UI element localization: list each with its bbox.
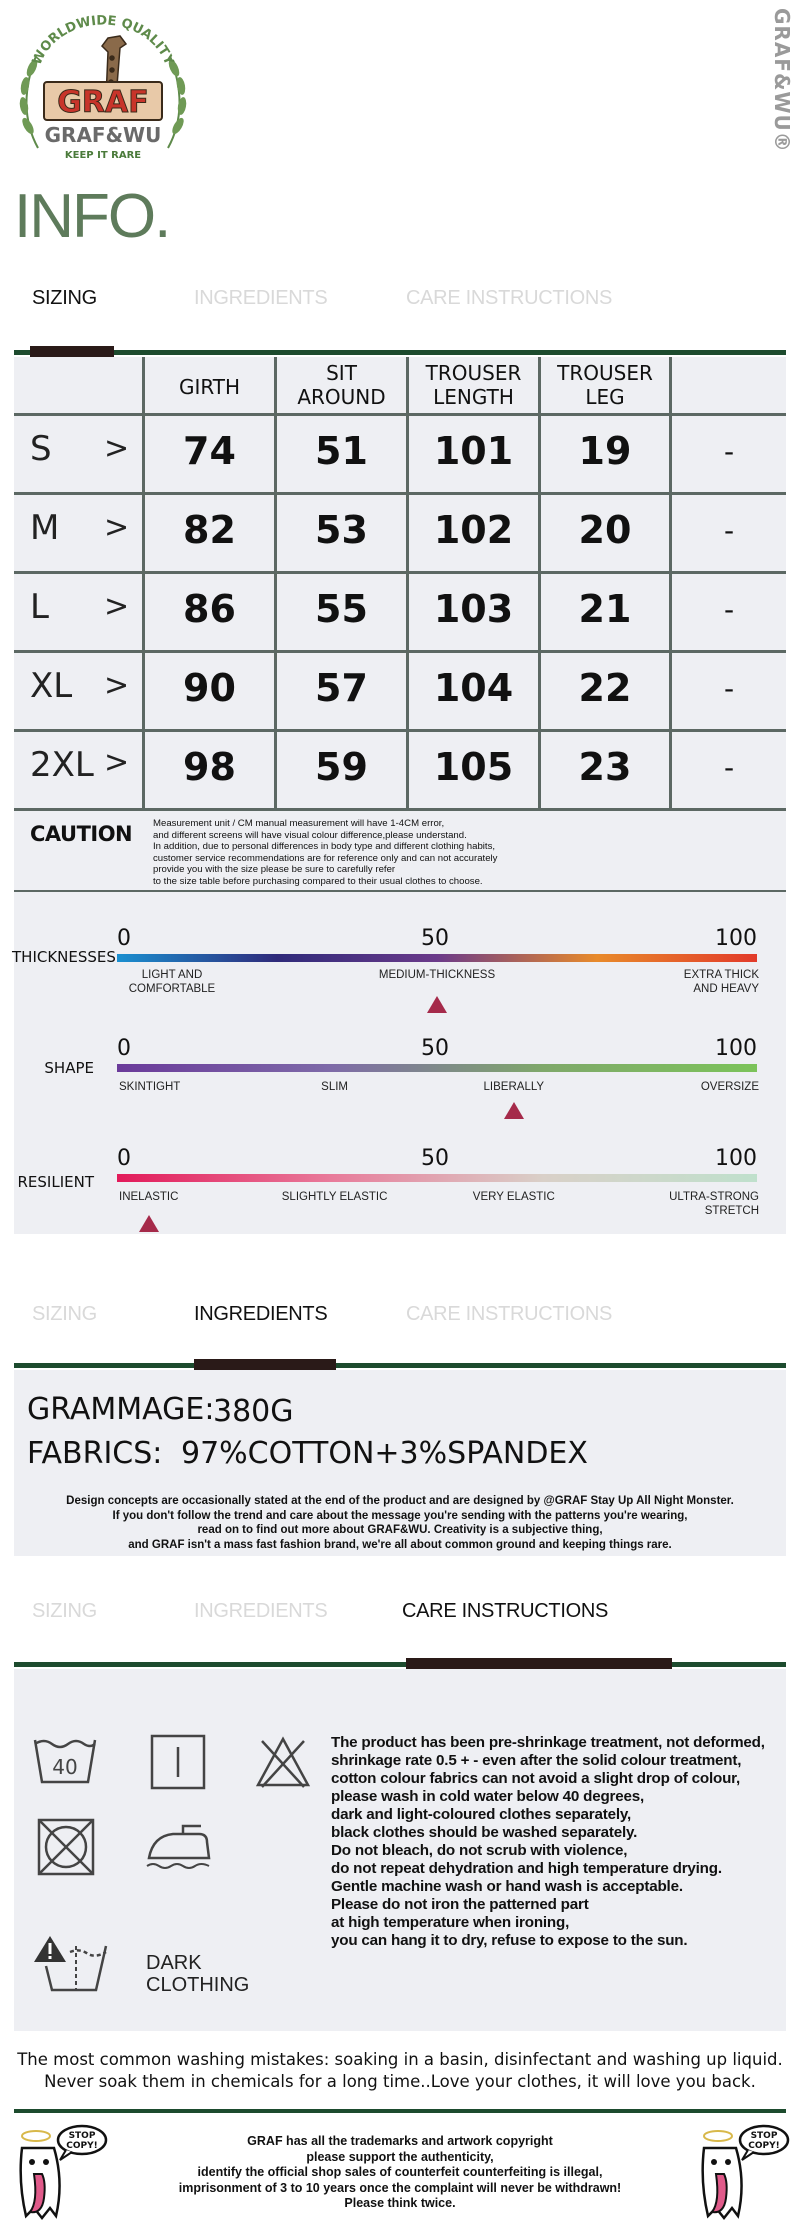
- cell-girth: 82: [183, 508, 236, 552]
- grammage-value: 380G: [213, 1394, 294, 1429]
- tabs-care: [0, 1600, 800, 1640]
- size-label: M: [30, 508, 60, 548]
- scale-bar: [117, 1174, 757, 1182]
- size-arrow: >: [104, 510, 130, 545]
- brand-name: GRAF&WU: [44, 123, 162, 147]
- scale-label: SKINTIGHT: [119, 1081, 181, 1093]
- grammage-label: GRAMMAGE:: [27, 1392, 215, 1427]
- no-bleach-icon: [254, 1735, 312, 1789]
- fabrics-label: FABRICS:: [27, 1436, 163, 1471]
- scale-name-shape: SHAPE: [44, 1059, 94, 1077]
- scale-tick: 0: [117, 926, 131, 951]
- fabrics-value: 97%COTTON+3%SPANDEX: [181, 1436, 588, 1471]
- tab-sizing[interactable]: SIZING: [32, 1303, 97, 1325]
- cell-trouser-leg: 23: [578, 745, 632, 789]
- tab-ingredients[interactable]: INGREDIENTS: [194, 1600, 328, 1622]
- cell-sit-around: 59: [315, 745, 368, 789]
- stop-copy-mascot-right: [690, 2122, 790, 2222]
- size-arrow: >: [104, 431, 130, 466]
- wash-40-icon: [32, 1734, 98, 1786]
- scale-tick: 0: [117, 1036, 131, 1061]
- tab-sizing[interactable]: SIZING: [32, 287, 97, 309]
- caution-title: CAUTION: [30, 822, 133, 846]
- header-trouser-leg: TROUSER LEG: [557, 361, 653, 409]
- cell-girth: 74: [183, 429, 236, 473]
- cell-trouser-length: 101: [433, 429, 514, 473]
- size-arrow: >: [104, 589, 130, 624]
- cell-sit-around: 57: [315, 666, 368, 710]
- wordmark: GRAF: [57, 85, 149, 120]
- svg-text:STOP: STOP: [750, 2131, 778, 2141]
- svg-text:COPY!: COPY!: [748, 2141, 780, 2151]
- scale-bar: [117, 954, 757, 962]
- scale-label: MEDIUM-THICKNESS: [378, 969, 496, 981]
- cell-trouser-length: 104: [433, 666, 514, 710]
- scale-name-resilient: RESILIENT: [17, 1173, 94, 1191]
- scale-label: SLIGHTLY ELASTIC: [281, 1191, 388, 1203]
- footer-rule: [14, 2109, 786, 2113]
- scale-tick: 50: [421, 926, 449, 951]
- cell-girth: 90: [183, 666, 236, 710]
- cell-sit-around: 51: [315, 429, 368, 473]
- scale-marker: [504, 1102, 524, 1119]
- cell-extra: -: [723, 672, 735, 705]
- drip-dry-icon: [149, 1733, 207, 1791]
- tab-care-instructions[interactable]: CARE INSTRUCTIONS: [402, 1600, 609, 1622]
- scale-tick: 0: [117, 1146, 131, 1171]
- scale-label: SLIM: [321, 1081, 349, 1093]
- cell-trouser-leg: 22: [578, 666, 632, 710]
- active-tab-indicator: [194, 1359, 336, 1370]
- tab-care-instructions[interactable]: CARE INSTRUCTIONS: [406, 287, 613, 309]
- tab-care-instructions[interactable]: CARE INSTRUCTIONS: [406, 1303, 613, 1325]
- section-rule: [14, 350, 786, 355]
- scale-label: INELASTIC: [119, 1191, 179, 1203]
- tab-ingredients[interactable]: INGREDIENTS: [194, 287, 328, 309]
- cell-extra: -: [723, 593, 735, 626]
- section-rule: [14, 1363, 786, 1368]
- scale-tick: 100: [715, 1036, 757, 1061]
- cell-trouser-leg: 19: [578, 429, 632, 473]
- scale-label: OVERSIZE: [700, 1081, 759, 1093]
- active-tab-indicator: [30, 346, 114, 357]
- cell-trouser-leg: 21: [578, 587, 632, 631]
- stop-copy-mascot-left: [8, 2122, 108, 2222]
- scale-tick: 50: [421, 1146, 449, 1171]
- cell-trouser-length: 105: [433, 745, 514, 789]
- svg-text:STOP: STOP: [68, 2131, 96, 2141]
- header-sit-around: SIT AROUND: [297, 361, 386, 409]
- badge-top-text: WORLDWIDE QUALITY: [29, 13, 177, 68]
- size-table: [14, 357, 786, 810]
- scale-marker: [139, 1215, 159, 1232]
- tab-ingredients[interactable]: INGREDIENTS: [194, 1303, 328, 1325]
- cell-extra: -: [723, 435, 735, 468]
- scale-tick: 100: [715, 1146, 757, 1171]
- brand-tagline: KEEP IT RARE: [64, 150, 142, 161]
- scale-label: LIBERALLY: [483, 1081, 545, 1093]
- brand-vertical-wordmark: GRAF&WU®: [770, 8, 794, 153]
- tab-sizing[interactable]: SIZING: [32, 1600, 97, 1622]
- scale-label: LIGHT AND COMFORTABLE: [128, 969, 216, 995]
- scale-tick: 100: [715, 926, 757, 951]
- header-girth: GIRTH: [178, 375, 241, 399]
- scale-marker: [427, 996, 447, 1013]
- active-tab-indicator: [406, 1658, 672, 1669]
- dark-clothing-label: DARK CLOTHING: [146, 1952, 250, 1996]
- cell-trouser-leg: 20: [578, 508, 632, 552]
- tabs-ingredients: [0, 1303, 800, 1343]
- svg-text:COPY!: COPY!: [66, 2141, 98, 2151]
- tabs-sizing: [0, 287, 800, 327]
- scale-label: VERY ELASTIC: [472, 1191, 555, 1203]
- cell-trouser-length: 103: [433, 587, 514, 631]
- svg-text:40: 40: [52, 1755, 78, 1779]
- design-note: Design concepts are occasionally stated at the end of the product and are designed by @GRAF Stay Up All Night Monster. If you don't follow the trend and care about the message you're sending with the patterns you're wearing, read on to find out more about GRAF&WU. Creativity is a subjective thing, and GRAF isn't a mass fast fashion brand, we're all about common ground and keeping things rare.: [66, 1495, 734, 1551]
- cell-extra: -: [723, 514, 735, 547]
- dark-clothing-warning-icon: [32, 1932, 118, 1994]
- care-instructions-text: The product has been pre-shrinkage treatment, not deformed, shrinkage rate 0.5 + - even after the solid colour treatment, cotton colour fabrics can not avoid a slight drop of colour, please wash in cold water below 40 degrees, dark and light-coloured clothes separately, black clothes should be washed separately. Do not bleach, do not scrub with violence, do not repeat dehydration and high temperature drying. Gentle machine wash or hand wash is acceptable. Please do not iron the patterned part at high temperature when ironing, you can hang it to dry, refuse to expose to the sun.: [331, 1734, 765, 1949]
- cell-sit-around: 55: [315, 587, 368, 631]
- iron-icon: [143, 1822, 215, 1872]
- size-label: S: [30, 429, 52, 469]
- size-arrow: >: [104, 745, 130, 780]
- size-arrow: >: [104, 668, 130, 703]
- scale-label: EXTRA THICK AND HEAVY: [683, 969, 759, 995]
- cell-girth: 98: [183, 745, 236, 789]
- brand-logo: [8, 8, 198, 178]
- header-trouser-length: TROUSER LENGTH: [425, 361, 522, 409]
- divider: [14, 890, 786, 892]
- scale-bar: [117, 1064, 757, 1072]
- scale-label: ULTRA-STRONG STRETCH: [669, 1191, 759, 1217]
- no-tumble-dry-icon: [36, 1817, 96, 1877]
- cell-trouser-length: 102: [433, 508, 514, 552]
- size-label: 2XL: [30, 745, 94, 785]
- cell-girth: 86: [183, 587, 236, 631]
- size-label: L: [30, 587, 49, 627]
- caution-text: Measurement unit / CM manual measurement will have 1-4CM error, and different screens will have visual colour difference,please understand. In addition, due to personal differences in body type and different clothing habits, customer service recommendations are for reference only and can not accurately provide you with the size please be sure to carefully refer to the size table before purchasing compared to their usual clothes to choose.: [153, 818, 498, 887]
- scale-tick: 50: [421, 1036, 449, 1061]
- washing-mistakes-text: The most common washing mistakes: soaking in a basin, disinfectant and washing up liquid. Never soak them in chemicals for a long time..Love your clothes, it will love you back.: [17, 2050, 783, 2091]
- cell-sit-around: 53: [315, 508, 368, 552]
- page-title: INFO.: [14, 182, 170, 251]
- svg-text:WORLDWIDE QUALITY: [30, 13, 177, 67]
- size-label: XL: [30, 666, 73, 706]
- cell-extra: -: [723, 751, 735, 784]
- scale-name-thicknesses: THICKNESSES: [12, 948, 116, 966]
- copyright-notice: GRAF has all the trademarks and artwork copyright please support the authenticity, identify the official shop sales of counterfeit counterfeiting is illegal, imprisonment of 3 to 10 years once the complaint will never be withdrawn! Please think twice.: [178, 2134, 622, 2210]
